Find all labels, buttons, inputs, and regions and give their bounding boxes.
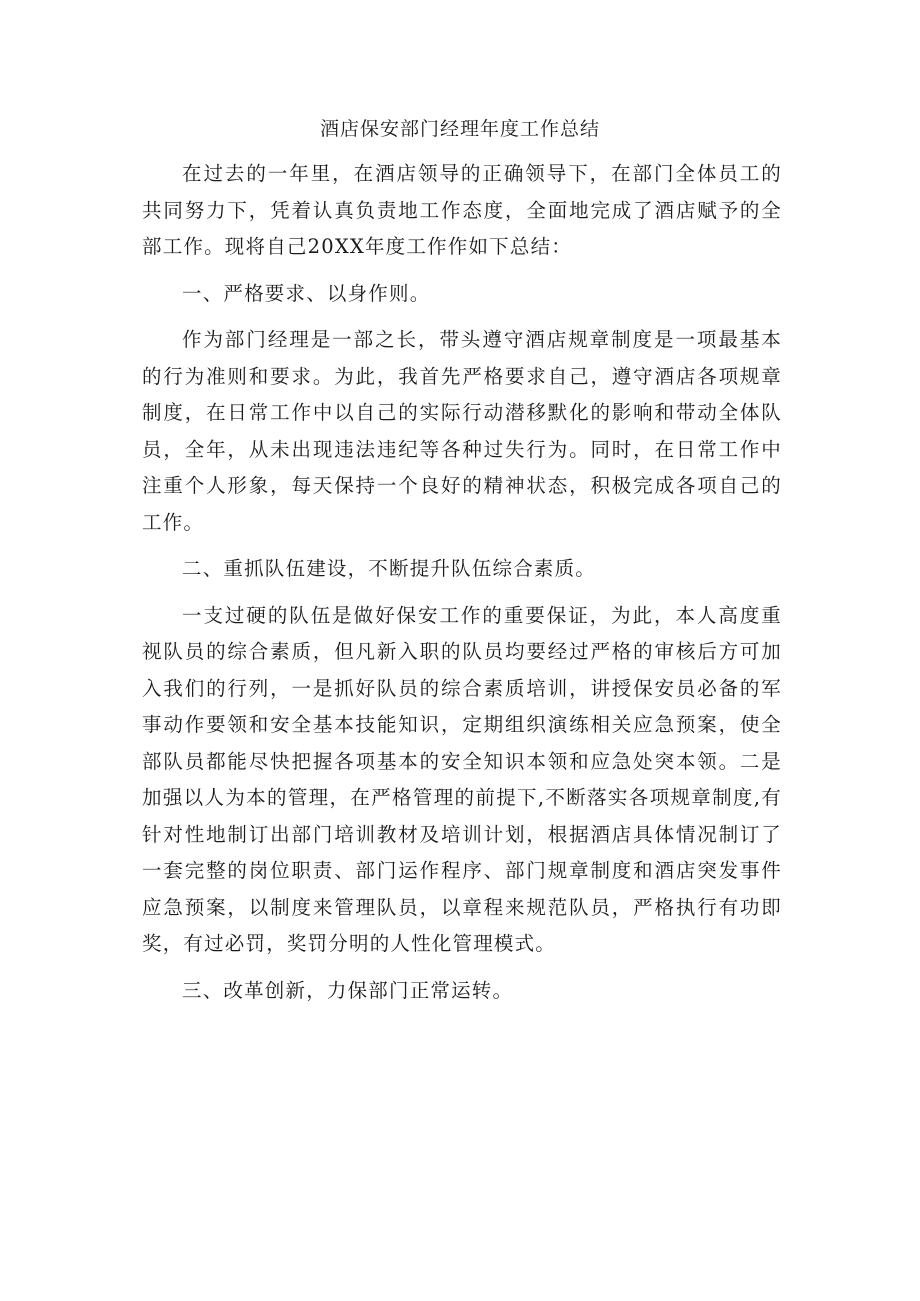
section-2-heading: 二、重抓队伍建设，不断提升队伍综合素质。 (182, 557, 597, 580)
section-3-heading: 三、改革创新，力保部门正常运转。 (182, 978, 514, 1002)
document-title: 酒店保安部门经理年度工作总结 (319, 118, 600, 140)
section-1-paragraph: 作为部门经理是一部之长，带头遵守酒店规章制度是一项最基本的行为准则和要求。为此，我首先严格要求自己，遵守酒店各项规章制度，在日常工作中以自己的实际行动潜移默化的影响和带动全体队员，全年，从未出现违法违纪等各种过失行为。同时，在日常工作中注重个人形象，每天保持一个良好的精神状态，积极完成各项自己的工作。 (142, 328, 782, 534)
section-1-heading: 一、严格要求、以身作则。 (182, 281, 431, 305)
document-body (142, 156, 782, 1019)
intro-paragraph: 在过去的一年里，在酒店领导的正确领导下，在部门全体员工的共同努力下，凭着认真负责地工作态度，全面地完成了酒店赋予的全部工作。现将自己20XX年度工作作如下总结： (142, 162, 782, 258)
section-2-paragraph: 一支过硬的队伍是做好保安工作的重要保证，为此，本人高度重视队员的综合素质，但凡新入职的队员均要经过严格的审核后方可加入我们的行列，一是抓好队员的综合素质培训，讲授保安员必备的军事动作要领和安全基本技能知识，定期组织演练相关应急预案，使全部队员都能尽快把握各项基本的安全知识本领和应急处突本领。二是加强以人为本的管理，在严格管理的前提下,不断落实各项规章制度,有针对性地制订出部门培训教材及培训计划，根据酒店具体情况制订了一套完整的岗位职责、部门运作程序、部门规章制度和酒店突发事件应急预案，以制度来管理队员，以章程来规范队员，严格执行有功即奖，有过必罚，奖罚分明的人性化管理模式。 (142, 603, 782, 955)
